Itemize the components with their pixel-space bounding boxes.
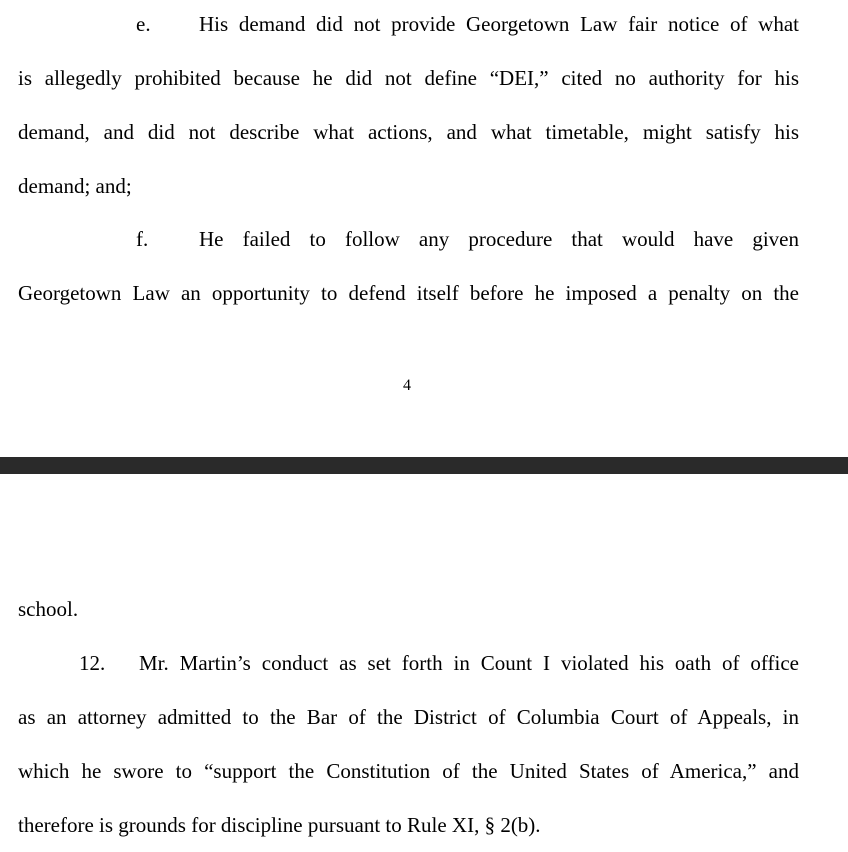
list-label-e: e.	[136, 12, 151, 36]
para-12-line-3: which he swore to “support the Constitution of the United States of America,” and	[18, 759, 799, 783]
list-label-f: f.	[136, 227, 149, 251]
para-12-line-1: Mr. Martin’s conduct as set forth in Count I violated his oath of office	[139, 651, 799, 675]
continuation-text: school.	[18, 597, 79, 621]
item-f-line-2: Georgetown Law an opportunity to defend itself before he imposed a penalty on the	[18, 281, 799, 305]
item-e-line-4: demand; and;	[18, 174, 132, 198]
item-e-line-2: is allegedly prohibited because he did not define “DEI,” cited no authority for his	[18, 66, 799, 90]
para-12-line-2: as an attorney admitted to the Bar of the District of Columbia Court of Appeals, in	[18, 705, 799, 729]
paragraph-number-12: 12.	[79, 651, 106, 675]
page-number: 4	[403, 377, 411, 394]
para-12-line-4: therefore is grounds for discipline pursuant to Rule XI, § 2(b).	[18, 813, 541, 837]
item-e-line-1: His demand did not provide Georgetown Law fair notice of what	[199, 12, 799, 36]
item-e-line-3: demand, and did not describe what actions, and what timetable, might satisfy his	[18, 120, 799, 144]
item-f-line-1: He failed to follow any procedure that would have given	[199, 227, 799, 251]
page-break-divider	[0, 457, 848, 474]
